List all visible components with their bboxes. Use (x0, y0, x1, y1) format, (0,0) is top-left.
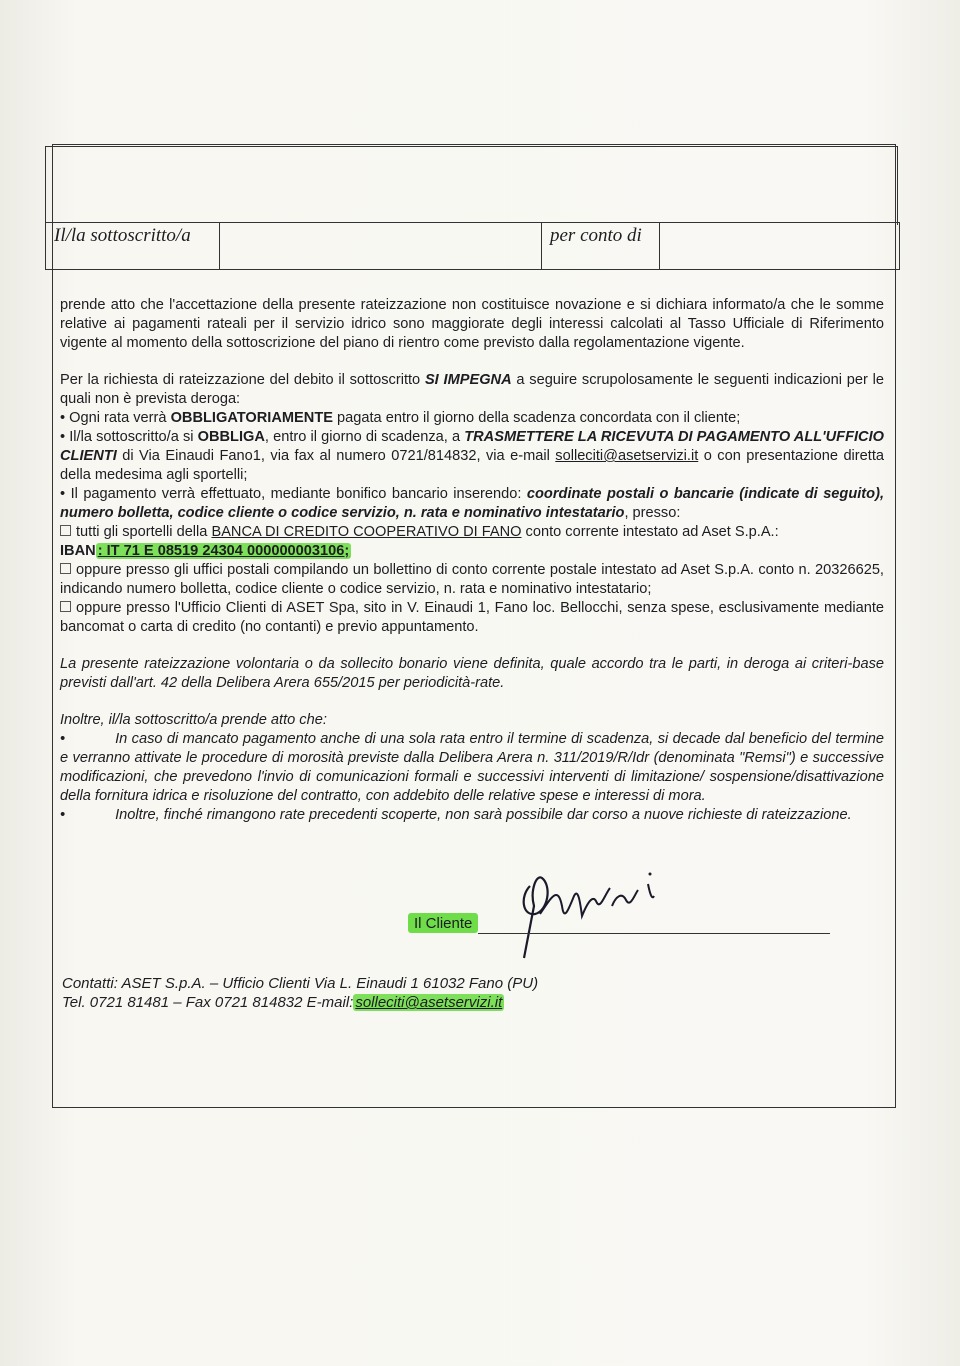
document-body (60, 296, 884, 825)
paragraph-further-ack: Inoltre, il/la sottoscritto/a prende atto che: (60, 712, 327, 728)
contacts-address: Contatti: ASET S.p.A. – Ufficio Clienti Via L. Einaudi 1 61032 Fano (PU) (62, 975, 539, 992)
bullet-mandatory: • Ogni rata verrà OBBLIGATORIAMENTE pagata entro il giorno della scadenza concordata con il cliente; (60, 410, 741, 426)
contacts-email-link[interactable]: solleciti@asetservizi.it (355, 994, 503, 1011)
contacts-block (62, 974, 762, 1012)
option-post-office: oppure presso gli uffici postali compilando un bollettino di conto corrente postale intestato ad Aset S.p.A. conto n. 20326625, indicando numero bolletta, codice cliente o codice servizio, n. rata e nominativo intestatario; (60, 562, 884, 597)
on-behalf-label: per conto di (550, 225, 642, 246)
signer-header-row (45, 222, 900, 270)
signer-label: Il/la sottoscritto/a (54, 225, 191, 246)
signature-area (400, 866, 840, 956)
blank-header-box (45, 146, 898, 225)
office-email-link[interactable]: solleciti@asetservizi.it (555, 448, 699, 464)
handwritten-signature-icon (500, 866, 680, 961)
client-signature-label: Il Cliente (408, 913, 478, 933)
bullet-default-consequences: • In caso di mancato pagamento anche di una sola rata entro il termine di scadenza, si decade dal beneficio del termine e verranno attivate le procedure di morosità previste dalla Delibera Arera n. 311/2019/R/Idr (denominata "Remsi") e successive modificazioni, che prevedono l'invio di comunicazioni formali e successivi interventi di limitazione/ sospensione/disattivazione della fornitura idrica e risoluzione del contratto, con addebito delle relative spese e interessi di mora. (60, 731, 884, 804)
option-bank: tutti gli sportelli della BANCA DI CREDITO COOPERATIVO DI FANO conto corrente intestato ad Aset S.p.A.: IBAN : IT 71 E 08519 24304 000000003106; (60, 524, 779, 559)
on-behalf-field[interactable] (660, 223, 899, 269)
paragraph-commitment: Per la richiesta di rateizzazione del debito il sottoscritto SI IMPEGNA a seguire scrupolosamente le seguenti indicazioni per le quali non è prevista deroga: (60, 372, 885, 407)
checkbox-customer-office[interactable] (60, 601, 71, 612)
on-behalf-label-cell (542, 223, 660, 269)
contacts-phone-line: Tel. 0721 81481 – Fax 0721 814832 E-mail: solleciti@asetservizi.it (62, 994, 503, 1011)
paragraph-acknowledgement: prende atto che l'accettazione della presente rateizzazione non costituisce novazione e si dichiara informato/a che le somme relative ai pagamenti rateali per il servizio idrico sono maggiorate degli interessi calcolati al Tasso Ufficiale di Riferimento vigente al momento della sottoscrizione del piano di rientro come previsto dalla regolamentazione vigente. (60, 297, 884, 351)
checkbox-bank[interactable] (60, 525, 71, 536)
bullet-payment-method: • Il pagamento verrà effettuato, mediante bonifico bancario inserendo: coordinate postali o bancarie (indicate di seguito), numero bolletta, codice cliente o codice servizio, n. rata e nominativo intestatario, presso: (60, 486, 884, 521)
signer-name-field[interactable] (220, 223, 542, 269)
signer-label-cell (46, 223, 220, 269)
paragraph-arera-agreement: La presente rateizzazione volontaria o da sollecito bonario viene definita, quale accordo tra le parti, in deroga ai criteri-base previsti dall'art. 42 della Delibera Arera 655/2015 per periodicità-rate. (60, 656, 884, 691)
option-customer-office: oppure presso l'Ufficio Clienti di ASET Spa, sito in V. Einaudi 1, Fano loc. Bellocchi, senza spese, esclusivamente mediante bancomat o carta di credito (no contanti) e previo appuntamento. (60, 600, 884, 635)
iban-value: : IT 71 E 08519 24304 000000003106; (97, 543, 350, 559)
iban-label: IBAN (60, 543, 96, 559)
bullet-uncovered-installments: • Inoltre, finché rimangono rate precedenti scoperte, non sarà possibile dar corso a nuove richieste di rateizzazione. (60, 807, 852, 823)
signature-line (478, 933, 830, 934)
bullet-obligation: • Il/la sottoscritto/a si OBBLIGA, entro il giorno di scadenza, a TRASMETTERE LA RICEVUTA DI PAGAMENTO ALL'UFFICIO CLIENTI di Via Einaudi Fano1, via fax al numero 0721/814832, via e-mail solleciti@asetservizi.it o con presentazione diretta della medesima agli sportelli; (60, 429, 885, 483)
checkbox-post-office[interactable] (60, 563, 71, 574)
